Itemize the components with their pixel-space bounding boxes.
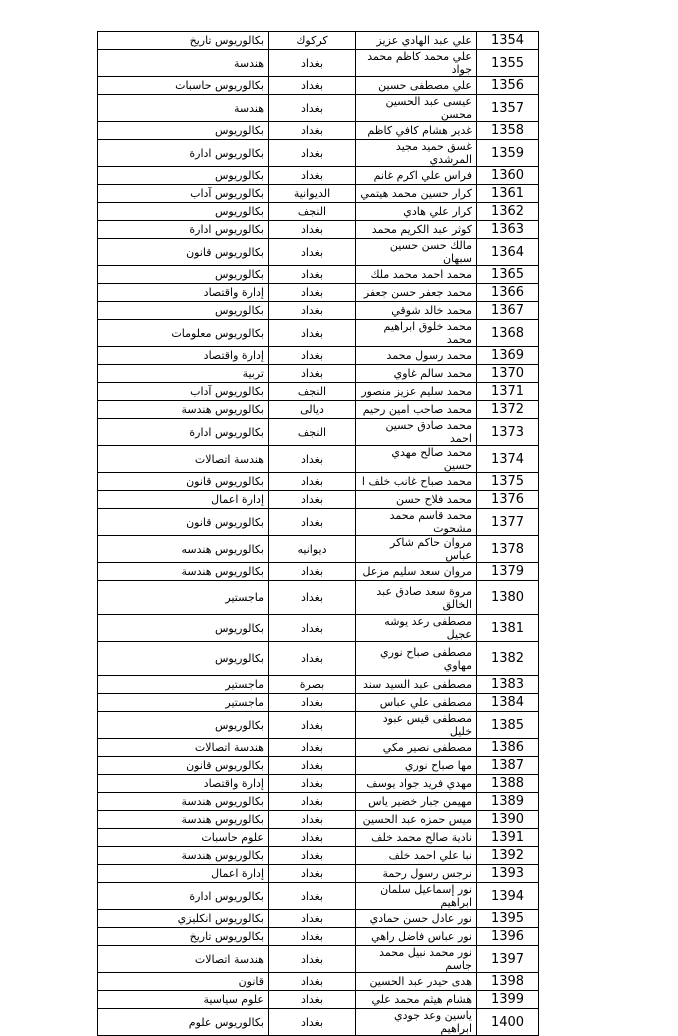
number-cell: 1369 <box>477 347 539 365</box>
number-cell: 1354 <box>477 32 539 50</box>
name-cell: مروان سعد سليم مزعل <box>356 563 477 581</box>
number-cell: 1357 <box>477 95 539 122</box>
qualification-cell: بكالوريوس ادارة <box>98 140 269 167</box>
qualification-cell: هندسة اتصالات <box>98 446 269 473</box>
qualification-cell: بكالوريوس هندسة <box>98 811 269 829</box>
city-cell: ديوانيه <box>269 536 356 563</box>
name-cell: ياسين وعد جودي ابراهيم <box>356 1009 477 1036</box>
number-cell: 1356 <box>477 77 539 95</box>
table-row <box>98 365 539 383</box>
qualification-cell: بكالوريوس <box>98 122 269 140</box>
name-cell: مهدي فريد جواد يوسف <box>356 775 477 793</box>
name-cell: كرار علي هادي <box>356 203 477 221</box>
qualification-cell: بكالوريوس تاريخ <box>98 32 269 50</box>
qualification-cell: ماجستير <box>98 581 269 615</box>
table-row <box>98 757 539 775</box>
city-cell: بغداد <box>269 320 356 347</box>
city-cell: بغداد <box>269 865 356 883</box>
qualification-cell: ماجستير <box>98 676 269 694</box>
city-cell: بغداد <box>269 491 356 509</box>
table-row <box>98 847 539 865</box>
city-cell: بغداد <box>269 122 356 140</box>
city-cell: بغداد <box>269 615 356 642</box>
qualification-cell: بكالوريوس قانون <box>98 509 269 536</box>
qualification-cell: بكالوريوس ادارة <box>98 883 269 910</box>
name-cell: نور محمد نبيل محمد جاسم <box>356 946 477 973</box>
number-cell: 1366 <box>477 284 539 302</box>
qualification-cell: بكالوريوس علوم <box>98 1009 269 1036</box>
table-row <box>98 865 539 883</box>
number-cell: 1361 <box>477 185 539 203</box>
table-row <box>98 739 539 757</box>
table-row <box>98 77 539 95</box>
number-cell: 1365 <box>477 266 539 284</box>
name-cell: نبا علي احمد خلف <box>356 847 477 865</box>
name-cell: غدير هشام كافي كاظم <box>356 122 477 140</box>
number-cell: 1362 <box>477 203 539 221</box>
number-cell: 1396 <box>477 928 539 946</box>
qualification-cell: بكالوريوس <box>98 642 269 676</box>
table-row <box>98 167 539 185</box>
city-cell: بغداد <box>269 946 356 973</box>
city-cell: بغداد <box>269 973 356 991</box>
name-cell: محمد جعفر حسن جعفر <box>356 284 477 302</box>
qualification-cell: علوم سياسية <box>98 991 269 1009</box>
number-cell: 1358 <box>477 122 539 140</box>
table-row <box>98 50 539 77</box>
number-cell: 1386 <box>477 739 539 757</box>
name-cell: محمد احمد محمد ملك <box>356 266 477 284</box>
qualification-cell: بكالوريوس قانون <box>98 757 269 775</box>
table-row <box>98 122 539 140</box>
table-row <box>98 95 539 122</box>
number-cell: 1400 <box>477 1009 539 1036</box>
city-cell: بغداد <box>269 775 356 793</box>
name-cell: محمد رسول محمد <box>356 347 477 365</box>
city-cell: بغداد <box>269 140 356 167</box>
qualification-cell: إدارة اعمال <box>98 865 269 883</box>
name-cell: كوثر عبد الكريم محمد <box>356 221 477 239</box>
qualification-cell: بكالوريوس انكليزي <box>98 910 269 928</box>
number-cell: 1398 <box>477 973 539 991</box>
qualification-cell: بكالوريوس <box>98 203 269 221</box>
qualification-cell: بكالوريوس هندسة <box>98 793 269 811</box>
number-cell: 1374 <box>477 446 539 473</box>
qualification-cell: ماجستير <box>98 694 269 712</box>
table-row <box>98 401 539 419</box>
name-cell: مصطفى عبد السيد سند <box>356 676 477 694</box>
name-cell: محمد صباح غانب خلف ا <box>356 473 477 491</box>
city-cell: الديوانية <box>269 185 356 203</box>
table-row <box>98 676 539 694</box>
table-row <box>98 973 539 991</box>
qualification-cell: إدارة اعمال <box>98 491 269 509</box>
number-cell: 1371 <box>477 383 539 401</box>
qualification-cell: هندسة <box>98 50 269 77</box>
number-cell: 1375 <box>477 473 539 491</box>
name-cell: علي مصطفى حسين <box>356 77 477 95</box>
name-cell: محمد خلوق ابراهيم محمد <box>356 320 477 347</box>
city-cell: بغداد <box>269 712 356 739</box>
name-cell: علي محمد كاظم محمد جواد <box>356 50 477 77</box>
table-row <box>98 829 539 847</box>
table-row <box>98 811 539 829</box>
table-row <box>98 883 539 910</box>
city-cell: بغداد <box>269 446 356 473</box>
name-cell: محمد سالم غاوي <box>356 365 477 383</box>
table-row <box>98 320 539 347</box>
qualification-cell: تربية <box>98 365 269 383</box>
table-row <box>98 793 539 811</box>
qualification-cell: علوم حاسبات <box>98 829 269 847</box>
number-cell: 1363 <box>477 221 539 239</box>
city-cell: ديالى <box>269 401 356 419</box>
name-cell: نور عباس فاضل راهي <box>356 928 477 946</box>
city-cell: بغداد <box>269 928 356 946</box>
name-cell: هدى حيدر عبد الحسين <box>356 973 477 991</box>
name-cell: هشام هيثم محمد علي <box>356 991 477 1009</box>
qualification-cell: إدارة واقتصاد <box>98 347 269 365</box>
table-body <box>98 32 539 1036</box>
city-cell: بغداد <box>269 793 356 811</box>
city-cell: بغداد <box>269 347 356 365</box>
number-cell: 1364 <box>477 239 539 266</box>
table-row <box>98 284 539 302</box>
name-cell: محمد صاحب امين رحيم <box>356 401 477 419</box>
name-cell: محمد فلاح حسن <box>356 491 477 509</box>
table-row <box>98 928 539 946</box>
qualification-cell: بكالوريوس آداب <box>98 383 269 401</box>
number-cell: 1395 <box>477 910 539 928</box>
table-row <box>98 642 539 676</box>
qualification-cell: بكالوريوس تاريخ <box>98 928 269 946</box>
name-cell: محمد صالح مهدي حسين <box>356 446 477 473</box>
table-row <box>98 491 539 509</box>
table-row <box>98 185 539 203</box>
number-cell: 1387 <box>477 757 539 775</box>
qualification-cell: بكالوريوس <box>98 167 269 185</box>
table-row <box>98 991 539 1009</box>
city-cell: بغداد <box>269 642 356 676</box>
qualification-cell: بكالوريوس قانون <box>98 239 269 266</box>
city-cell: بغداد <box>269 95 356 122</box>
name-cell: ميس حمزه عبد الحسين <box>356 811 477 829</box>
table-row <box>98 509 539 536</box>
city-cell: بصرة <box>269 676 356 694</box>
name-cell: مروة سعد صادق عبد الخالق <box>356 581 477 615</box>
names-table <box>97 31 539 1036</box>
city-cell: بغداد <box>269 239 356 266</box>
table-row <box>98 910 539 928</box>
city-cell: بغداد <box>269 910 356 928</box>
number-cell: 1378 <box>477 536 539 563</box>
qualification-cell: إدارة واقتصاد <box>98 775 269 793</box>
city-cell: كركوك <box>269 32 356 50</box>
name-cell: مروان حاكم شاكر عباس <box>356 536 477 563</box>
city-cell: النجف <box>269 419 356 446</box>
city-cell: بغداد <box>269 77 356 95</box>
table-row <box>98 419 539 446</box>
number-cell: 1376 <box>477 491 539 509</box>
table-row <box>98 383 539 401</box>
table-row <box>98 473 539 491</box>
city-cell: بغداد <box>269 167 356 185</box>
table-row <box>98 140 539 167</box>
table-row <box>98 563 539 581</box>
name-cell: مالك حسن حسين سبهان <box>356 239 477 266</box>
qualification-cell: بكالوريوس <box>98 266 269 284</box>
city-cell: بغداد <box>269 694 356 712</box>
number-cell: 1384 <box>477 694 539 712</box>
city-cell: بغداد <box>269 302 356 320</box>
city-cell: بغداد <box>269 739 356 757</box>
city-cell: بغداد <box>269 266 356 284</box>
number-cell: 1391 <box>477 829 539 847</box>
table-row <box>98 1009 539 1036</box>
city-cell: بغداد <box>269 284 356 302</box>
document-page <box>97 31 539 1036</box>
table-row <box>98 446 539 473</box>
qualification-cell: بكالوريوس ادارة <box>98 221 269 239</box>
table-row <box>98 266 539 284</box>
qualification-cell: هندسة اتصالات <box>98 946 269 973</box>
qualification-cell: بكالوريوس هندسة <box>98 401 269 419</box>
qualification-cell: بكالوريوس هندسه <box>98 536 269 563</box>
city-cell: بغداد <box>269 365 356 383</box>
number-cell: 1370 <box>477 365 539 383</box>
name-cell: غسق حميد مجيد المرشدي <box>356 140 477 167</box>
city-cell: بغداد <box>269 883 356 910</box>
number-cell: 1383 <box>477 676 539 694</box>
table-row <box>98 203 539 221</box>
number-cell: 1381 <box>477 615 539 642</box>
number-cell: 1394 <box>477 883 539 910</box>
number-cell: 1372 <box>477 401 539 419</box>
number-cell: 1373 <box>477 419 539 446</box>
city-cell: بغداد <box>269 811 356 829</box>
city-cell: بغداد <box>269 847 356 865</box>
name-cell: نادية صالح محمد خلف <box>356 829 477 847</box>
qualification-cell: هندسة <box>98 95 269 122</box>
name-cell: علي عبد الهادي عزيز <box>356 32 477 50</box>
qualification-cell: بكالوريوس <box>98 712 269 739</box>
number-cell: 1377 <box>477 509 539 536</box>
number-cell: 1393 <box>477 865 539 883</box>
city-cell: بغداد <box>269 473 356 491</box>
name-cell: مصطفى علي عباس <box>356 694 477 712</box>
qualification-cell: بكالوريوس هندسة <box>98 563 269 581</box>
name-cell: نرجس رسول رحمة <box>356 865 477 883</box>
table-row <box>98 712 539 739</box>
table-row <box>98 615 539 642</box>
number-cell: 1382 <box>477 642 539 676</box>
number-cell: 1380 <box>477 581 539 615</box>
number-cell: 1379 <box>477 563 539 581</box>
table-row <box>98 302 539 320</box>
number-cell: 1397 <box>477 946 539 973</box>
number-cell: 1355 <box>477 50 539 77</box>
number-cell: 1385 <box>477 712 539 739</box>
table-row <box>98 347 539 365</box>
name-cell: محمد صادق حسين احمد <box>356 419 477 446</box>
table-row <box>98 946 539 973</box>
name-cell: عيسى عبد الحسين محسن <box>356 95 477 122</box>
city-cell: بغداد <box>269 50 356 77</box>
city-cell: بغداد <box>269 509 356 536</box>
city-cell: النجف <box>269 203 356 221</box>
name-cell: مصطفى رعد يوشه عجيل <box>356 615 477 642</box>
number-cell: 1359 <box>477 140 539 167</box>
name-cell: كرار حسين محمد هيتمي <box>356 185 477 203</box>
table-row <box>98 536 539 563</box>
qualification-cell: بكالوريوس ادارة <box>98 419 269 446</box>
city-cell: بغداد <box>269 757 356 775</box>
qualification-cell: قانون <box>98 973 269 991</box>
qualification-cell: بكالوريوس معلومات <box>98 320 269 347</box>
name-cell: مصطفى صباح نوري مهاوي <box>356 642 477 676</box>
qualification-cell: إدارة واقتصاد <box>98 284 269 302</box>
city-cell: النجف <box>269 383 356 401</box>
name-cell: محمد خالد شوقي <box>356 302 477 320</box>
city-cell: بغداد <box>269 991 356 1009</box>
table-row <box>98 581 539 615</box>
name-cell: مهيمن جبار خضير ياس <box>356 793 477 811</box>
number-cell: 1367 <box>477 302 539 320</box>
name-cell: مصطفى قيس عبود خليل <box>356 712 477 739</box>
city-cell: بغداد <box>269 563 356 581</box>
number-cell: 1368 <box>477 320 539 347</box>
qualification-cell: بكالوريوس حاسبات <box>98 77 269 95</box>
qualification-cell: بكالوريوس <box>98 302 269 320</box>
table-row <box>98 239 539 266</box>
table-row <box>98 32 539 50</box>
city-cell: بغداد <box>269 581 356 615</box>
number-cell: 1389 <box>477 793 539 811</box>
number-cell: 1392 <box>477 847 539 865</box>
name-cell: فراس علي اكرم غانم <box>356 167 477 185</box>
table-row <box>98 221 539 239</box>
number-cell: 1388 <box>477 775 539 793</box>
name-cell: محمد سليم عزيز منصور <box>356 383 477 401</box>
name-cell: محمد قاسم محمد مشحوت <box>356 509 477 536</box>
number-cell: 1399 <box>477 991 539 1009</box>
table-row <box>98 694 539 712</box>
name-cell: مها صباح نوري <box>356 757 477 775</box>
qualification-cell: بكالوريوس قانون <box>98 473 269 491</box>
qualification-cell: بكالوريوس <box>98 615 269 642</box>
number-cell: 1390 <box>477 811 539 829</box>
city-cell: بغداد <box>269 1009 356 1036</box>
qualification-cell: بكالوريوس هندسة <box>98 847 269 865</box>
number-cell: 1360 <box>477 167 539 185</box>
table-row <box>98 775 539 793</box>
name-cell: مصطفى نصير مكي <box>356 739 477 757</box>
city-cell: بغداد <box>269 221 356 239</box>
city-cell: بغداد <box>269 829 356 847</box>
name-cell: نور إسماعيل سلمان ابراهيم <box>356 883 477 910</box>
qualification-cell: هندسة اتصالات <box>98 739 269 757</box>
qualification-cell: بكالوريوس آداب <box>98 185 269 203</box>
name-cell: نور عادل حسن حمادي <box>356 910 477 928</box>
